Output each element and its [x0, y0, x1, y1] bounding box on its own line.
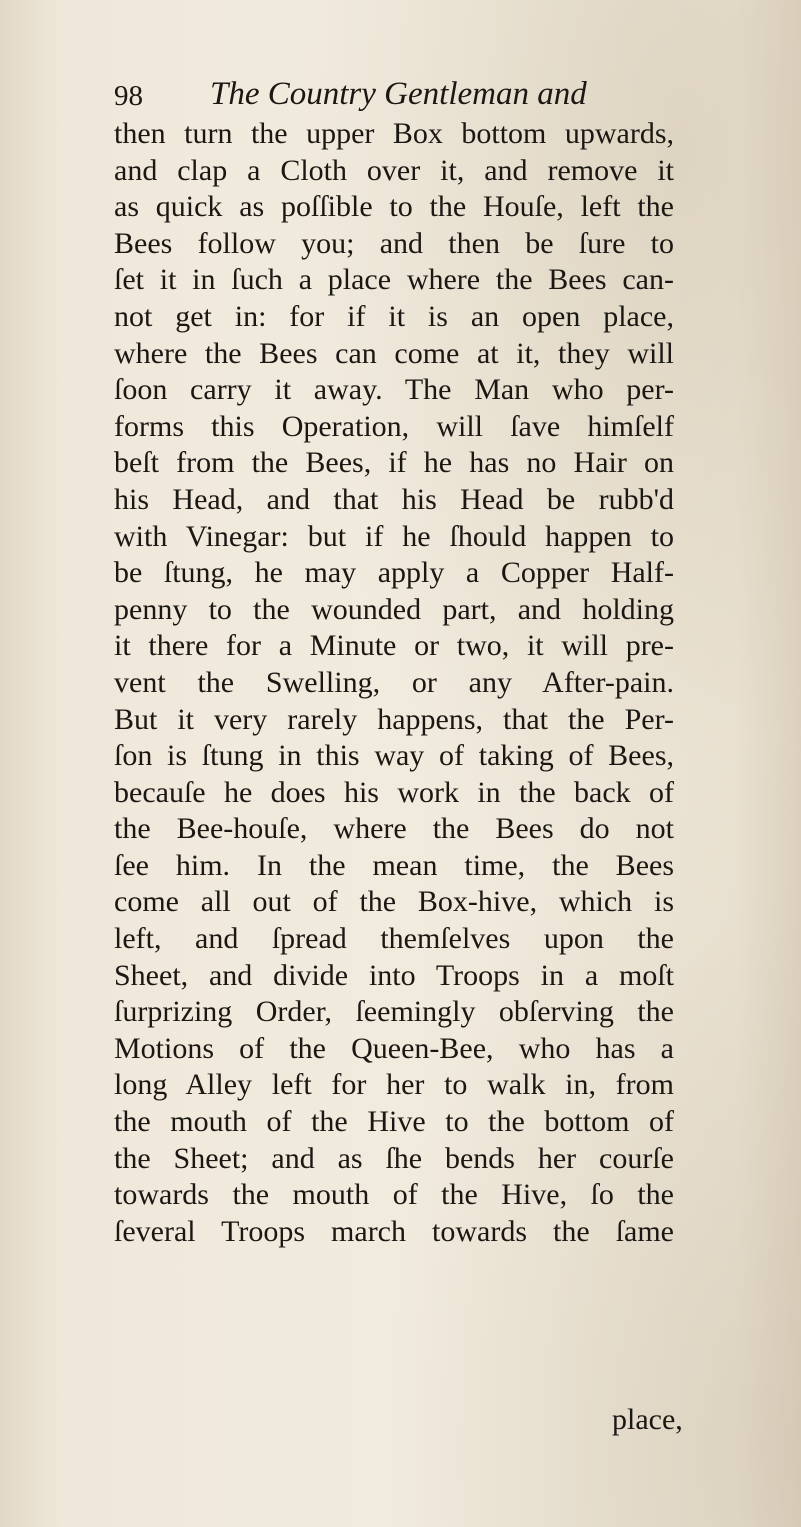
text-line: ſet it in ſuch a place where the Bees can-	[114, 263, 674, 297]
text-line: the Sheet; and as ſhe bends her courſe	[114, 1141, 674, 1175]
text-line: ſeveral Troops march towards the ſame	[114, 1214, 674, 1248]
text-line: the Bee-houſe, where the Bees do not	[114, 812, 674, 846]
text-line: and clap a Cloth over it, and remove it	[114, 153, 674, 187]
text-line: But it very rarely happens, that the Per-	[114, 702, 674, 736]
text-line: his Head, and that his Head be rubb'd	[114, 482, 674, 516]
text-line: not get in: for if it is an open place,	[114, 299, 674, 333]
text-line: with Vinegar: but if he ſhould happen to	[114, 519, 674, 553]
text-line: ſurprizing Order, ſeemingly obſerving the	[114, 995, 674, 1029]
text-line: Bees follow you; and then be ſure to	[114, 226, 674, 260]
text-line: beſt from the Bees, if he has no Hair on	[114, 446, 674, 480]
text-line: be ſtung, he may apply a Copper Half-	[114, 556, 674, 590]
text-line: Motions of the Queen-Bee, who has a	[114, 1031, 674, 1065]
text-line: then turn the upper Box bottom upwards,	[114, 117, 674, 150]
text-line: ſoon carry it away. The Man who per-	[114, 373, 674, 407]
text-line: where the Bees can come at it, they will	[114, 336, 674, 370]
text-line: penny to the wounded part, and holding	[114, 592, 674, 626]
text-line: forms this Operation, will ſave himſelf	[114, 409, 674, 443]
text-line: ſee him. In the mean time, the Bees	[114, 848, 674, 882]
text-line: long Alley left for her to walk in, from	[114, 1068, 674, 1102]
text-line: ſon is ſtung in this way of taking of Bees,	[114, 739, 674, 773]
page-number: 98	[114, 80, 143, 112]
text-line: as quick as poſſible to the Houſe, left the	[114, 190, 674, 224]
catchword: place,	[612, 1403, 683, 1436]
text-line: left, and ſpread themſelves upon the	[114, 922, 674, 956]
text-line: Sheet, and divide into Troops in a moſt	[114, 958, 674, 992]
text-line: come all out of the Box-hive, which is	[114, 885, 674, 919]
page-header	[0, 72, 801, 122]
text-line: towards the mouth of the Hive, ſo the	[114, 1178, 674, 1212]
text-line: vent the Swelling, or any After-pain.	[114, 665, 674, 699]
text-line: becauſe he does his work in the back of	[114, 775, 674, 809]
text-line: it there for a Minute or two, it will pre-	[114, 629, 674, 663]
body-text	[114, 116, 674, 1250]
running-title: The Country Gentleman and	[210, 76, 587, 112]
text-line: the mouth of the Hive to the bottom of	[114, 1105, 674, 1139]
